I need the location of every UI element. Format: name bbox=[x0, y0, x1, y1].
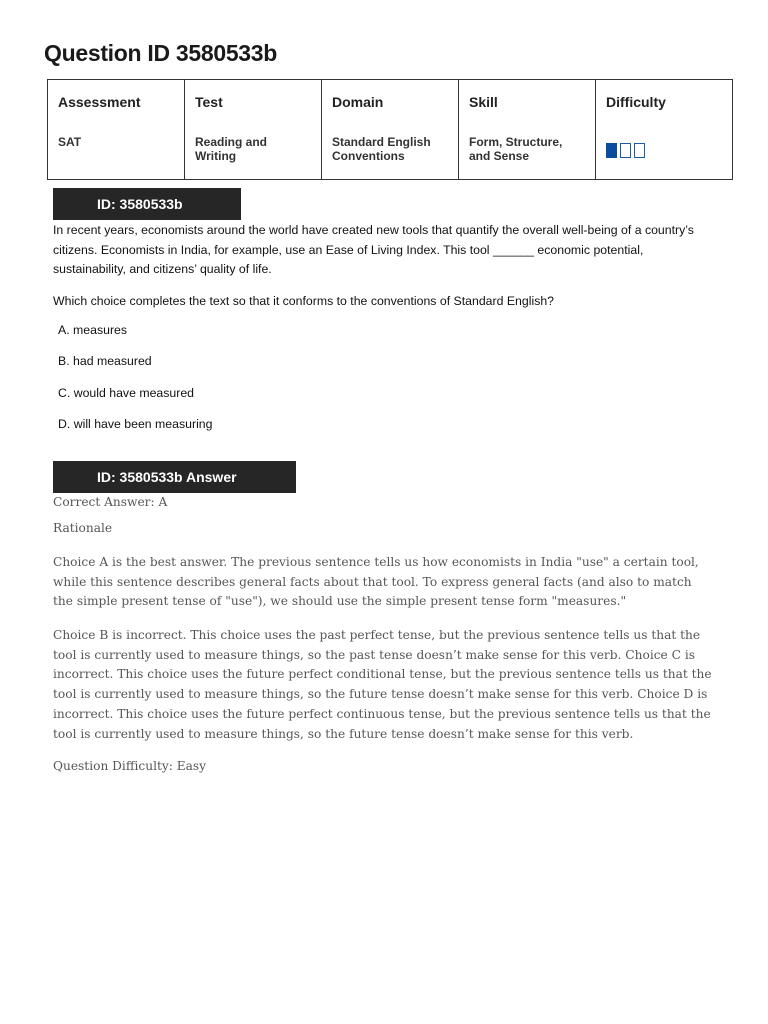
correct-answer: Correct Answer: A bbox=[53, 495, 168, 509]
header-skill: Skill bbox=[459, 80, 596, 133]
difficulty-box-icon bbox=[606, 143, 617, 158]
page-title: Question ID 3580533b bbox=[44, 40, 278, 66]
choice-c: C. would have measured bbox=[58, 386, 195, 400]
question-id-banner: ID: 3580533b bbox=[53, 188, 241, 220]
difficulty-value bbox=[596, 133, 733, 180]
choice-a: A. measures bbox=[58, 323, 128, 337]
question-passage bbox=[53, 221, 713, 280]
header-assessment: Assessment bbox=[48, 80, 185, 133]
difficulty-indicator bbox=[606, 143, 722, 158]
rationale-paragraph-2: Choice B is incorrect. This choice uses the past perfect tense, but the previous sentence tells us that the tool is currently used to measure things, so the past tense doesn’t make sense for this verb. Choice C is incorrect. This choice uses the future perfect conditional tense, but the previous sentence tells us that the tool is currently used to measure things, so the future tense doesn’t make sense for this verb. Choice D is incorrect. This choice uses the future perfect continuous tense, but the previous sentence tells us that the tool is currently used to measure things, so the future tense doesn’t make sense for this verb. bbox=[53, 628, 712, 741]
metadata-value-row bbox=[48, 133, 733, 180]
question-metadata-table bbox=[47, 79, 733, 180]
choice-b: B. had measured bbox=[58, 354, 152, 368]
assessment-value: SAT bbox=[48, 133, 185, 180]
rationale-label: Rationale bbox=[53, 521, 113, 535]
test-value: Reading and Writing bbox=[185, 133, 322, 180]
question-prompt: Which choice completes the text so that it conforms to the conventions of Standard English? bbox=[53, 294, 555, 308]
difficulty-box-icon bbox=[634, 143, 645, 158]
passage-text: In recent years, economists around the world have created new tools that quantify the overall well-being of a country’s citizens. Economists in India, for example, use an Ease of Living Index. This tool ______ economic potential, sustainability, and citizens’ quality of life. bbox=[53, 223, 694, 276]
rationale-paragraph-1: Choice A is the best answer. The previous sentence tells us how economists in India "use" a certain tool, while this sentence describes general facts about that tool. To express general facts (and also to match the simple present tense of "use"), we should use the simple present tense form "measures." bbox=[53, 555, 699, 609]
domain-value: Standard English Conventions bbox=[322, 133, 459, 180]
difficulty-box-icon bbox=[620, 143, 631, 158]
choice-d: D. will have been measuring bbox=[58, 417, 213, 431]
metadata-header-row bbox=[48, 80, 733, 133]
header-domain: Domain bbox=[322, 80, 459, 133]
question-difficulty: Question Difficulty: Easy bbox=[53, 759, 207, 773]
header-test: Test bbox=[185, 80, 322, 133]
skill-value: Form, Structure, and Sense bbox=[459, 133, 596, 180]
answer-id-banner: ID: 3580533b Answer bbox=[53, 461, 296, 493]
header-difficulty: Difficulty bbox=[596, 80, 733, 133]
